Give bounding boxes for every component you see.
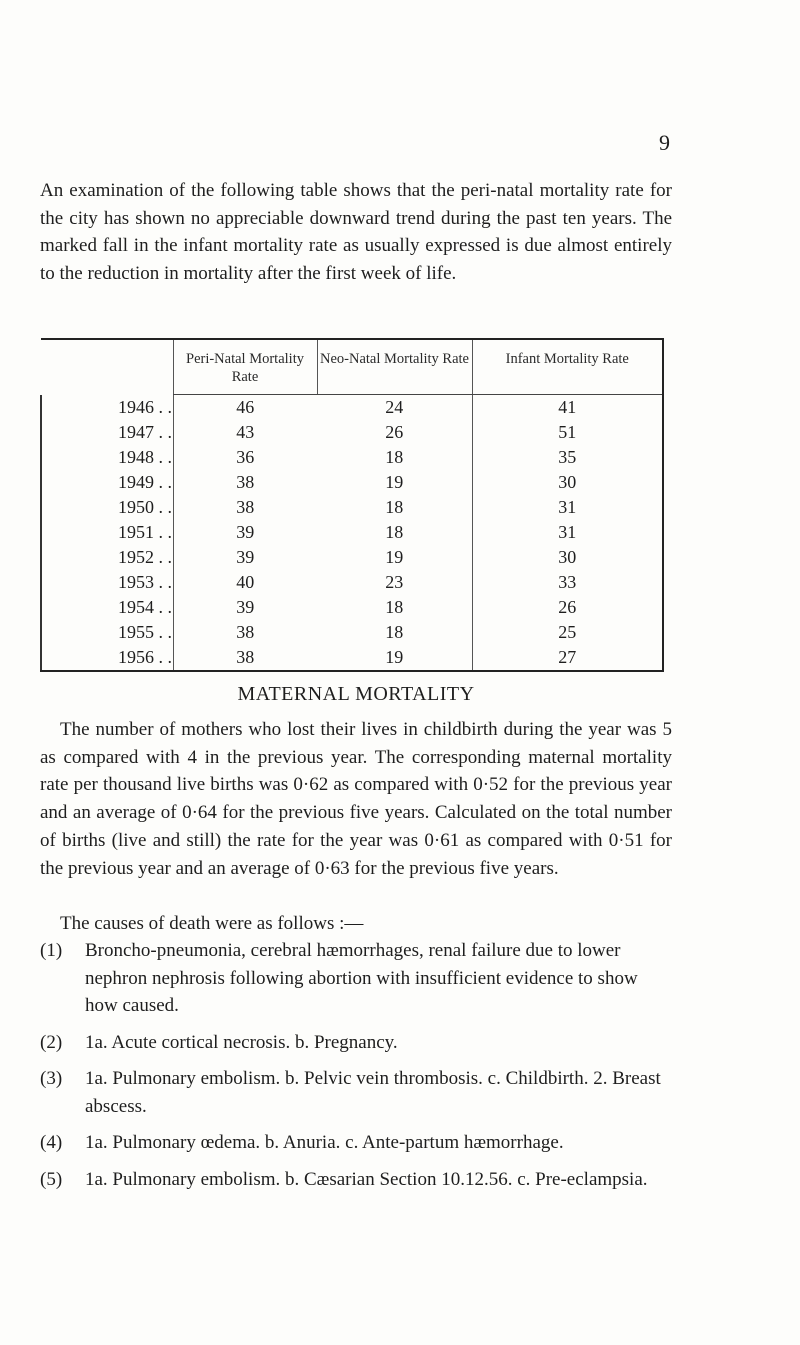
cause-text: 1a. Pulmonary embolism. b. Pelvic vein thrombosis. c. Childbirth. 2. Breast abscess.: [85, 1068, 661, 1117]
table-row: [41, 545, 663, 570]
peri-natal-cell: 43: [173, 420, 317, 445]
list-item: [40, 1129, 672, 1157]
list-item: [40, 1029, 672, 1057]
header-infant: Infant Mortality Rate: [472, 339, 663, 395]
neo-natal-cell: 18: [385, 597, 404, 617]
neo-natal-cell: 19: [385, 472, 404, 492]
peri-natal-cell: 38: [173, 645, 317, 671]
list-item: [40, 1065, 672, 1120]
peri-natal-cell: 46: [173, 395, 317, 421]
cause-number: (1): [40, 940, 63, 961]
infant-cell: 25: [472, 620, 663, 645]
cause-number: (4): [40, 1132, 63, 1153]
year-cell: 1948 . .: [41, 445, 173, 470]
neo-natal-cell: 23: [385, 572, 404, 592]
header-year: [41, 339, 173, 395]
table-row: [41, 645, 663, 671]
table-header-row: [41, 339, 663, 395]
causes-of-death-list: [40, 937, 672, 1202]
list-item: [40, 937, 672, 1020]
infant-cell: 31: [472, 520, 663, 545]
table-row: [41, 570, 663, 595]
peri-natal-cell: 36: [173, 445, 317, 470]
cause-number: (2): [40, 1031, 63, 1053]
header-peri-natal: Peri-Natal Mortality Rate: [173, 339, 317, 395]
intro-paragraph: An examination of the following table shows that the peri-natal mortality rate for the city has shown no appreciable downward trend during the past ten years. The marked fall in the infant mortality rate as usually expressed is due almost entirely to the reduction in mortality after the first week of life.: [40, 180, 672, 284]
cause-text: 1a. Pulmonary embolism. b. Cæsarian Section 10.12.56. c. Pre-eclampsia.: [85, 1168, 648, 1190]
header-neo-natal: Neo-Natal Mortality Rate: [317, 339, 472, 395]
peri-natal-cell: 38: [173, 620, 317, 645]
cause-text: 1a. Pulmonary œdema. b. Anuria. c. Ante-partum hæmorrhage.: [85, 1132, 564, 1153]
infant-cell: 41: [472, 395, 663, 421]
peri-natal-cell: 39: [173, 545, 317, 570]
list-item: [40, 1166, 672, 1194]
peri-natal-cell: 38: [173, 495, 317, 520]
infant-cell: 31: [472, 495, 663, 520]
cause-text: 1a. Acute cortical necrosis. b. Pregnancy.: [85, 1031, 398, 1053]
infant-cell: 27: [472, 645, 663, 671]
neo-natal-cell: 19: [385, 547, 404, 567]
cause-number: (5): [40, 1168, 63, 1190]
neo-natal-cell: 18: [385, 497, 404, 517]
year-cell: 1953 . .: [41, 570, 173, 595]
table-row: [41, 395, 663, 421]
peri-natal-cell: 40: [173, 570, 317, 595]
neo-natal-cell: 18: [385, 522, 404, 542]
year-cell: 1955 . .: [41, 620, 173, 645]
table-row: [41, 445, 663, 470]
year-cell: 1952 . .: [41, 545, 173, 570]
neo-natal-cell: 18: [385, 447, 404, 467]
page-number: 9: [659, 130, 670, 155]
causes-intro: The causes of death were as follows :—: [60, 913, 364, 934]
neo-natal-cell: 26: [385, 422, 404, 442]
maternal-mortality-heading: MATERNAL MORTALITY: [237, 683, 475, 705]
table-row: [41, 495, 663, 520]
maternal-mortality-paragraph: The number of mothers who lost their lives in childbirth during the year was 5 as compared with 4 in the previous year. The corresponding maternal mortality rate per thousand live births was 0·62 as compared with 0·52 for the previous year and an average of 0·64 for the previous five years. Calculated on the total number of births (live and still) the rate for the year was 0·61 as compared with 0·51 for the previous year and an average of 0·63 for the previous five years.: [40, 719, 672, 879]
year-cell: 1951 . .: [41, 520, 173, 545]
peri-natal-cell: 39: [173, 520, 317, 545]
infant-cell: 51: [472, 420, 663, 445]
table-row: [41, 520, 663, 545]
infant-cell: 30: [472, 545, 663, 570]
infant-cell: 35: [472, 445, 663, 470]
year-cell: 1950 . .: [41, 495, 173, 520]
table-row: [41, 595, 663, 620]
table-row: [41, 420, 663, 445]
year-cell: 1947 . .: [41, 420, 173, 445]
peri-natal-cell: 39: [173, 595, 317, 620]
mortality-table-container: [40, 338, 664, 672]
year-cell: 1946 . .: [41, 395, 173, 421]
table-row: [41, 470, 663, 495]
table-row: [41, 620, 663, 645]
infant-cell: 33: [472, 570, 663, 595]
peri-natal-cell: 38: [173, 470, 317, 495]
year-cell: 1949 . .: [41, 470, 173, 495]
infant-cell: 30: [472, 470, 663, 495]
neo-natal-cell: 18: [385, 622, 404, 642]
neo-natal-cell: 19: [317, 645, 472, 671]
mortality-rates-table: [40, 338, 664, 672]
cause-number: (3): [40, 1068, 63, 1089]
neo-natal-cell: 24: [385, 397, 404, 417]
infant-cell: 26: [472, 595, 663, 620]
year-cell: 1956 . .: [41, 645, 173, 671]
cause-text: Broncho-pneumonia, cerebral hæmorrhages, renal failure due to lower nephron nephrosis following abortion with insufficient evidence to show how caused.: [85, 940, 638, 1016]
year-cell: 1954 . .: [41, 595, 173, 620]
